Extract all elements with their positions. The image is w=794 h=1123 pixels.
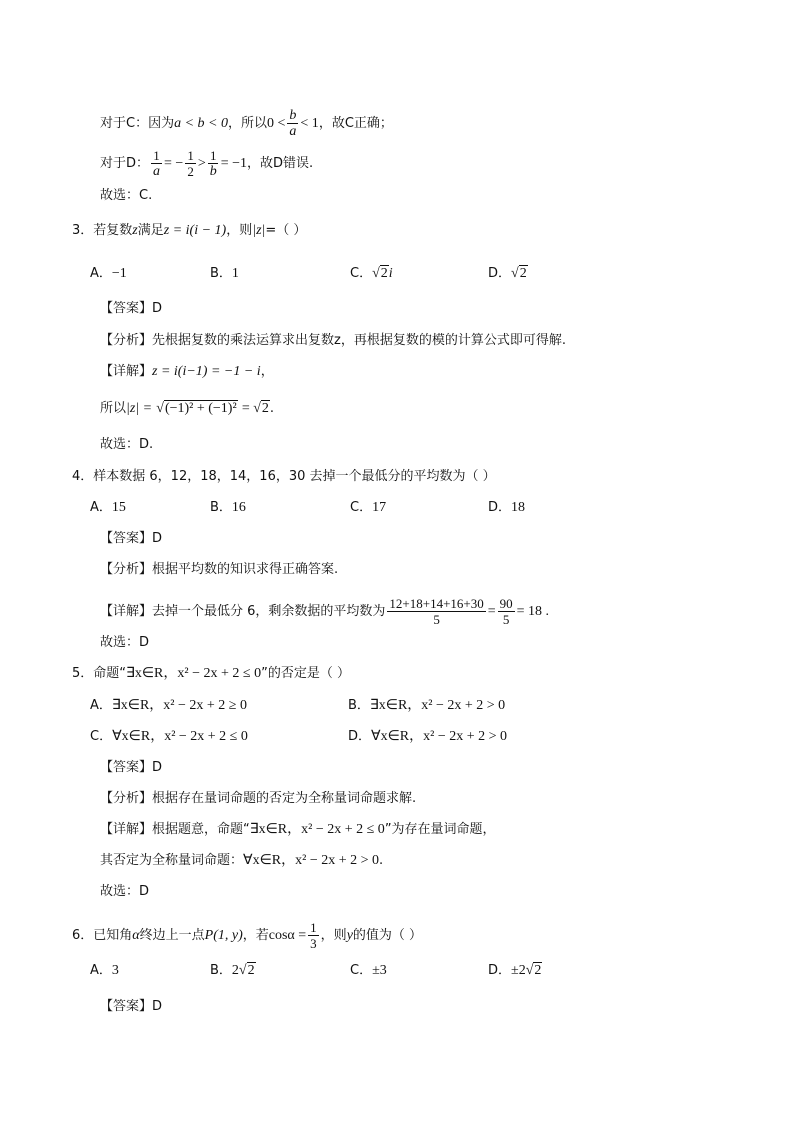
q5-option-d[interactable] [348, 728, 507, 746]
text: 【详解】根据题意，命题“ [100, 822, 250, 837]
q3-modulus [100, 400, 274, 418]
math: > [197, 156, 206, 171]
math: |z| = [126, 401, 153, 416]
math: cosα = [268, 928, 307, 943]
numerator: b [289, 108, 297, 123]
math: = −1 [220, 156, 248, 171]
math: α [132, 928, 140, 943]
fraction [387, 596, 485, 627]
option-value: 15 [111, 500, 126, 515]
text: 6．已知角 [72, 928, 133, 943]
q3-analysis: 【分析】先根据复数的乘法运算求出复数z，再根据复数的模的计算公式即可得解. [100, 333, 566, 348]
option-label: C． [350, 266, 373, 281]
q6-option-c[interactable] [350, 962, 387, 980]
prev-choice: 故选：C. [100, 188, 153, 203]
text: ，故C正确； [318, 116, 393, 131]
coefficient: 2 [231, 963, 239, 978]
q4-answer: 【答案】D [100, 531, 163, 546]
math: z = i(i − 1) [163, 223, 227, 238]
q5-option-c[interactable] [90, 728, 248, 746]
text: 终边上一点 [139, 928, 205, 943]
q3-option-c[interactable] [350, 265, 393, 283]
q5-answer: 【答案】D [100, 760, 163, 775]
q5-negation [100, 852, 383, 870]
q5-option-a[interactable] [90, 697, 247, 715]
q4-option-d[interactable] [488, 499, 525, 517]
option-label: A． [90, 266, 112, 281]
numerator: 1 [310, 920, 317, 935]
option-value: −1 [111, 266, 127, 281]
option-label: D． [348, 729, 372, 744]
q3-option-b[interactable] [210, 265, 239, 283]
text: 【详解】 [100, 364, 153, 379]
option-label: A． [90, 500, 112, 515]
denominator: 5 [433, 612, 440, 627]
text: ”为存在量词命题， [384, 822, 496, 837]
option-label: B． [210, 500, 232, 515]
option-label: B． [210, 266, 232, 281]
text: 对于D： [100, 156, 150, 171]
radicand: 2 [519, 266, 527, 281]
option-value: 16 [231, 500, 246, 515]
math: y [346, 928, 353, 943]
radicand: 2 [534, 963, 542, 978]
option-value: 17 [372, 500, 387, 515]
fraction [308, 920, 319, 951]
math: ∀x∈R，x² − 2x + 2 > 0 [243, 853, 380, 868]
q4-option-c[interactable] [350, 499, 386, 517]
q5-stem [72, 665, 350, 683]
option-value: ±3 [372, 963, 387, 978]
q4-detail [100, 596, 549, 627]
text: ，所以 [227, 116, 267, 131]
option-label: C． [350, 500, 373, 515]
text: 对于C：因为 [100, 116, 175, 131]
option-label: D． [488, 500, 512, 515]
numerator: 1 [187, 148, 194, 163]
sqrt: √2 [253, 401, 269, 416]
radicand: 2 [380, 266, 388, 281]
sqrt: √2 [238, 963, 255, 978]
option-c-analysis [100, 108, 393, 139]
math: = [487, 604, 496, 619]
fraction [185, 148, 196, 179]
q6-stem [72, 920, 422, 951]
q4-choice: 故选：D [100, 635, 150, 650]
coefficient: ±2 [511, 963, 526, 978]
option-value: 1 [231, 266, 239, 281]
math: ∃x∈R，x² − 2x + 2 ≤ 0 [249, 822, 385, 837]
fraction [498, 596, 515, 627]
math: < 1 [300, 116, 319, 131]
text: 所以 [100, 401, 127, 416]
text: ，则 [320, 928, 347, 943]
denominator: 5 [502, 612, 510, 627]
option-label: D． [488, 266, 512, 281]
option-value: ∀x∈R，x² − 2x + 2 ≤ 0 [112, 729, 248, 744]
q4-stem: 4．样本数据 6，12，18，14，16，30 去掉一个最低分的平均数为（ ） [72, 469, 496, 484]
q5-option-b[interactable] [348, 697, 505, 715]
denominator: b [209, 164, 217, 179]
denominator: 2 [187, 164, 194, 179]
text: =（ ） [265, 223, 307, 238]
math: = − [164, 156, 184, 171]
q6-option-b[interactable] [210, 962, 256, 980]
text: 3．若复数 [72, 223, 133, 238]
math: = [241, 401, 254, 416]
text: 的值为（ ） [352, 928, 423, 943]
text: 其否定为全称量词命题： [100, 853, 244, 868]
q3-option-d[interactable] [488, 265, 528, 283]
text: . [379, 853, 384, 868]
denominator: a [153, 164, 161, 179]
option-value-tail: i [388, 266, 393, 281]
q6-option-a[interactable] [90, 962, 119, 980]
option-label: D． [488, 963, 512, 978]
option-label: A． [90, 963, 112, 978]
q3-option-a[interactable] [90, 265, 127, 283]
radicand: 2 [247, 963, 255, 978]
numerator: 1 [209, 148, 217, 163]
numerator: 1 [153, 148, 160, 163]
denominator: 3 [310, 936, 317, 951]
q4-option-a[interactable] [90, 499, 126, 517]
option-value: ∀x∈R，x² − 2x + 2 > 0 [371, 729, 508, 744]
option-label: B． [210, 963, 232, 978]
q5-choice: 故选：D [100, 884, 150, 899]
q5-analysis: 【分析】根据存在量词命题的否定为全称量词命题求解. [100, 791, 417, 806]
text: ”的否定是（ ） [261, 666, 350, 681]
math: = 18 . [516, 604, 550, 619]
q6-answer: 【答案】D [100, 999, 163, 1014]
q3-choice: 故选：D. [100, 437, 154, 452]
option-d-analysis [100, 148, 313, 179]
fraction [287, 108, 298, 139]
text: 5．命题“ [72, 666, 127, 681]
sqrt: √(−1)² + (−1)² [156, 401, 237, 416]
fraction [208, 148, 219, 179]
sqrt: √2 [525, 963, 542, 978]
q3-detail [100, 363, 274, 381]
text: ，则 [226, 223, 253, 238]
math: z [132, 223, 138, 238]
q4-analysis: 【分析】根据平均数的知识求得正确答案. [100, 562, 339, 577]
option-label: A． [90, 698, 112, 713]
text: ， [260, 364, 274, 379]
text: . [269, 401, 275, 416]
q4-option-b[interactable] [210, 499, 246, 517]
option-value: ∃x∈R，x² − 2x + 2 > 0 [369, 698, 506, 713]
q3-stem [72, 222, 306, 240]
math: |z| [252, 223, 266, 238]
radicand: 2 [261, 401, 269, 416]
option-label: C． [90, 729, 113, 744]
denominator: a [289, 124, 297, 139]
q3-answer: 【答案】D [100, 301, 163, 316]
option-label: B． [348, 698, 370, 713]
sqrt: √2 [511, 266, 527, 281]
math: z = i(i−1) = −1 − i [152, 364, 261, 379]
numerator: 90 [499, 596, 513, 611]
option-value: 18 [511, 500, 526, 515]
text: ，故D错误. [247, 156, 314, 171]
numerator: 12+18+14+16+30 [389, 596, 484, 611]
option-value: 3 [111, 963, 119, 978]
text: 【详解】去掉一个最低分 6，剩余数据的平均数为 [100, 604, 386, 619]
option-label: C． [350, 963, 373, 978]
option-value: ∃x∈R，x² − 2x + 2 ≥ 0 [111, 698, 247, 713]
fraction [151, 148, 162, 179]
text: ，若 [242, 928, 269, 943]
q6-option-d[interactable] [488, 962, 542, 980]
math: 0 < [267, 116, 286, 131]
math: P(1, y) [204, 928, 243, 943]
radicand: (−1)² + (−1)² [164, 401, 237, 416]
math: ∃x∈R，x² − 2x + 2 ≤ 0 [126, 666, 262, 681]
math: a < b < 0 [174, 116, 228, 131]
text: 满足 [137, 223, 164, 238]
sqrt: √2 [372, 266, 388, 281]
q5-detail [100, 821, 496, 839]
